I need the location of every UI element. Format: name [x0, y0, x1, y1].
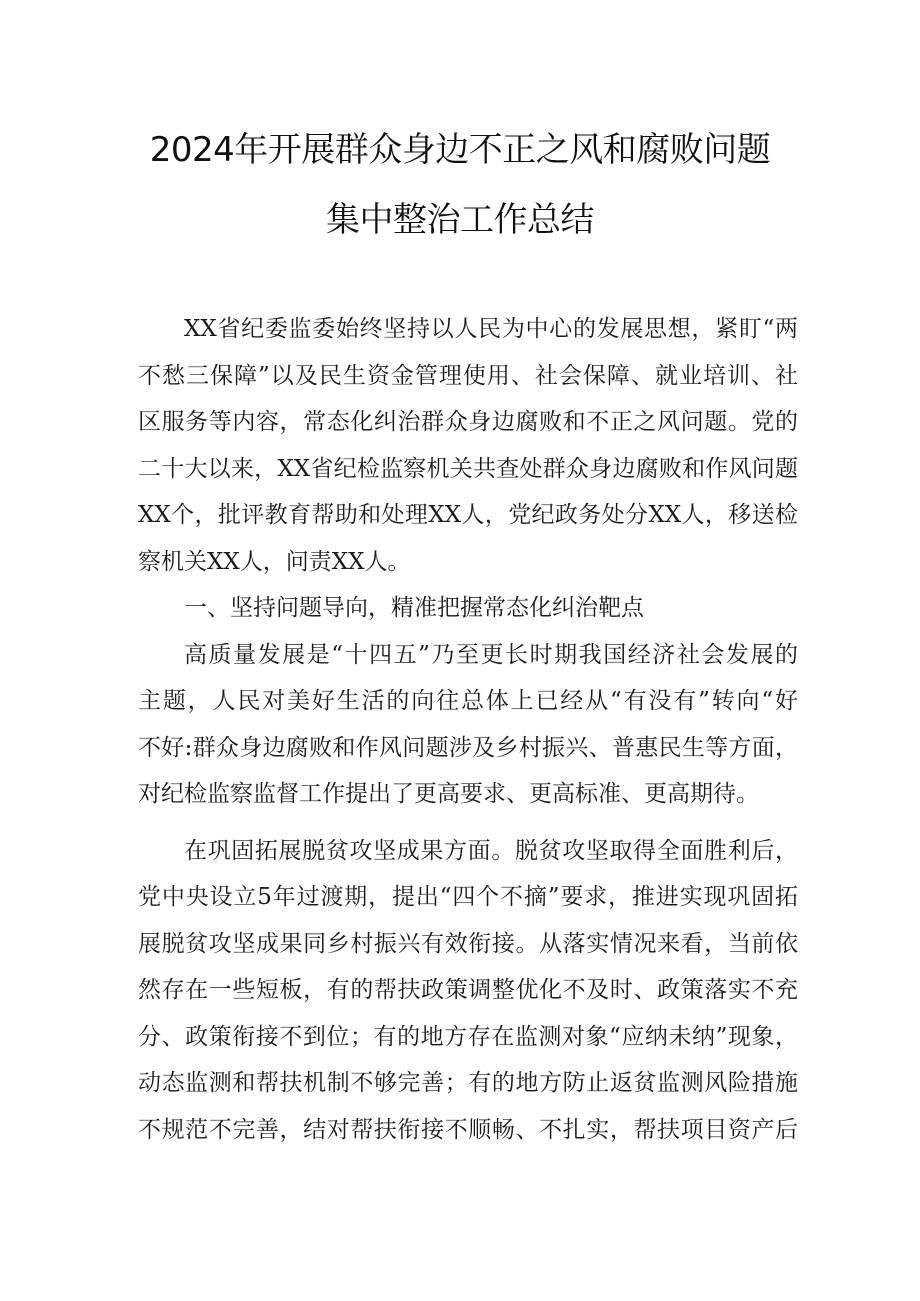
- paragraph-line: 主题，人民对美好生活的向往总体上已经从“有没有”转向“好: [138, 688, 798, 714]
- paragraph-line: 高质量发展是“十四五”乃至更长时期我国经济社会发展的: [184, 641, 798, 668]
- paragraph-line: 二十大以来，XX省纪检监察机关共查处群众身边腐败和作风问题: [138, 455, 798, 482]
- paragraph-line: XX省纪委监委始终坚持以人民为中心的发展思想，紧盯“两: [184, 316, 798, 342]
- section-heading: 一、坚持问题导向，精准把握常态化纠治靶点: [184, 595, 644, 621]
- paragraph-line: XX个，批评教育帮助和处理XX人，党纪政务处分XX人，移送检: [138, 502, 798, 528]
- paragraph-line: 动态监测和帮扶机制不够完善；有的地方防止返贫监测风险措施: [138, 1070, 798, 1096]
- paragraph-line: 不好:群众身边腐败和作风问题涉及乡村振兴、普惠民生等方面，: [138, 734, 798, 761]
- document-body: [138, 306, 798, 1153]
- paragraph-line: 分、政策衔接不到位；有的地方存在监测对象“应纳未纳”现象，: [138, 1023, 798, 1050]
- document-title-line-1: 2024年开展群众身边不正之风和腐败问题: [149, 130, 771, 170]
- paragraph-line: 区服务等内容，常态化纠治群众身边腐败和不正之风问题。党的: [138, 409, 798, 435]
- paragraph-line: 对纪检监察监督工作提出了更高要求、更高标准、更高期待。: [138, 781, 759, 807]
- paragraph-line: 不愁三保障”以及民生资金管理使用、社会保障、就业培训、社: [138, 362, 798, 389]
- paragraph-gap: [138, 818, 798, 828]
- paragraph-line: 察机关XX人，问责XX人。: [138, 548, 411, 575]
- paragraph-line: 然存在一些短板，有的帮扶政策调整优化不及时、政策落实不充: [138, 977, 798, 1003]
- paragraph-line: 在巩固拓展脱贫攻坚成果方面。脱贫攻坚取得全面胜利后，: [184, 837, 798, 864]
- paragraph-line: 党中央设立5年过渡期，提出“四个不摘”要求，推进实现巩固拓: [138, 884, 798, 910]
- paragraph-line: 展脱贫攻坚成果同乡村振兴有效衔接。从落实情况来看，当前依: [138, 930, 798, 957]
- paragraph-line: 不规范不完善，结对帮扶衔接不顺畅、不扎实，帮扶项目资产后: [138, 1116, 798, 1143]
- document-title-line-2: 集中整治工作总结: [326, 200, 594, 240]
